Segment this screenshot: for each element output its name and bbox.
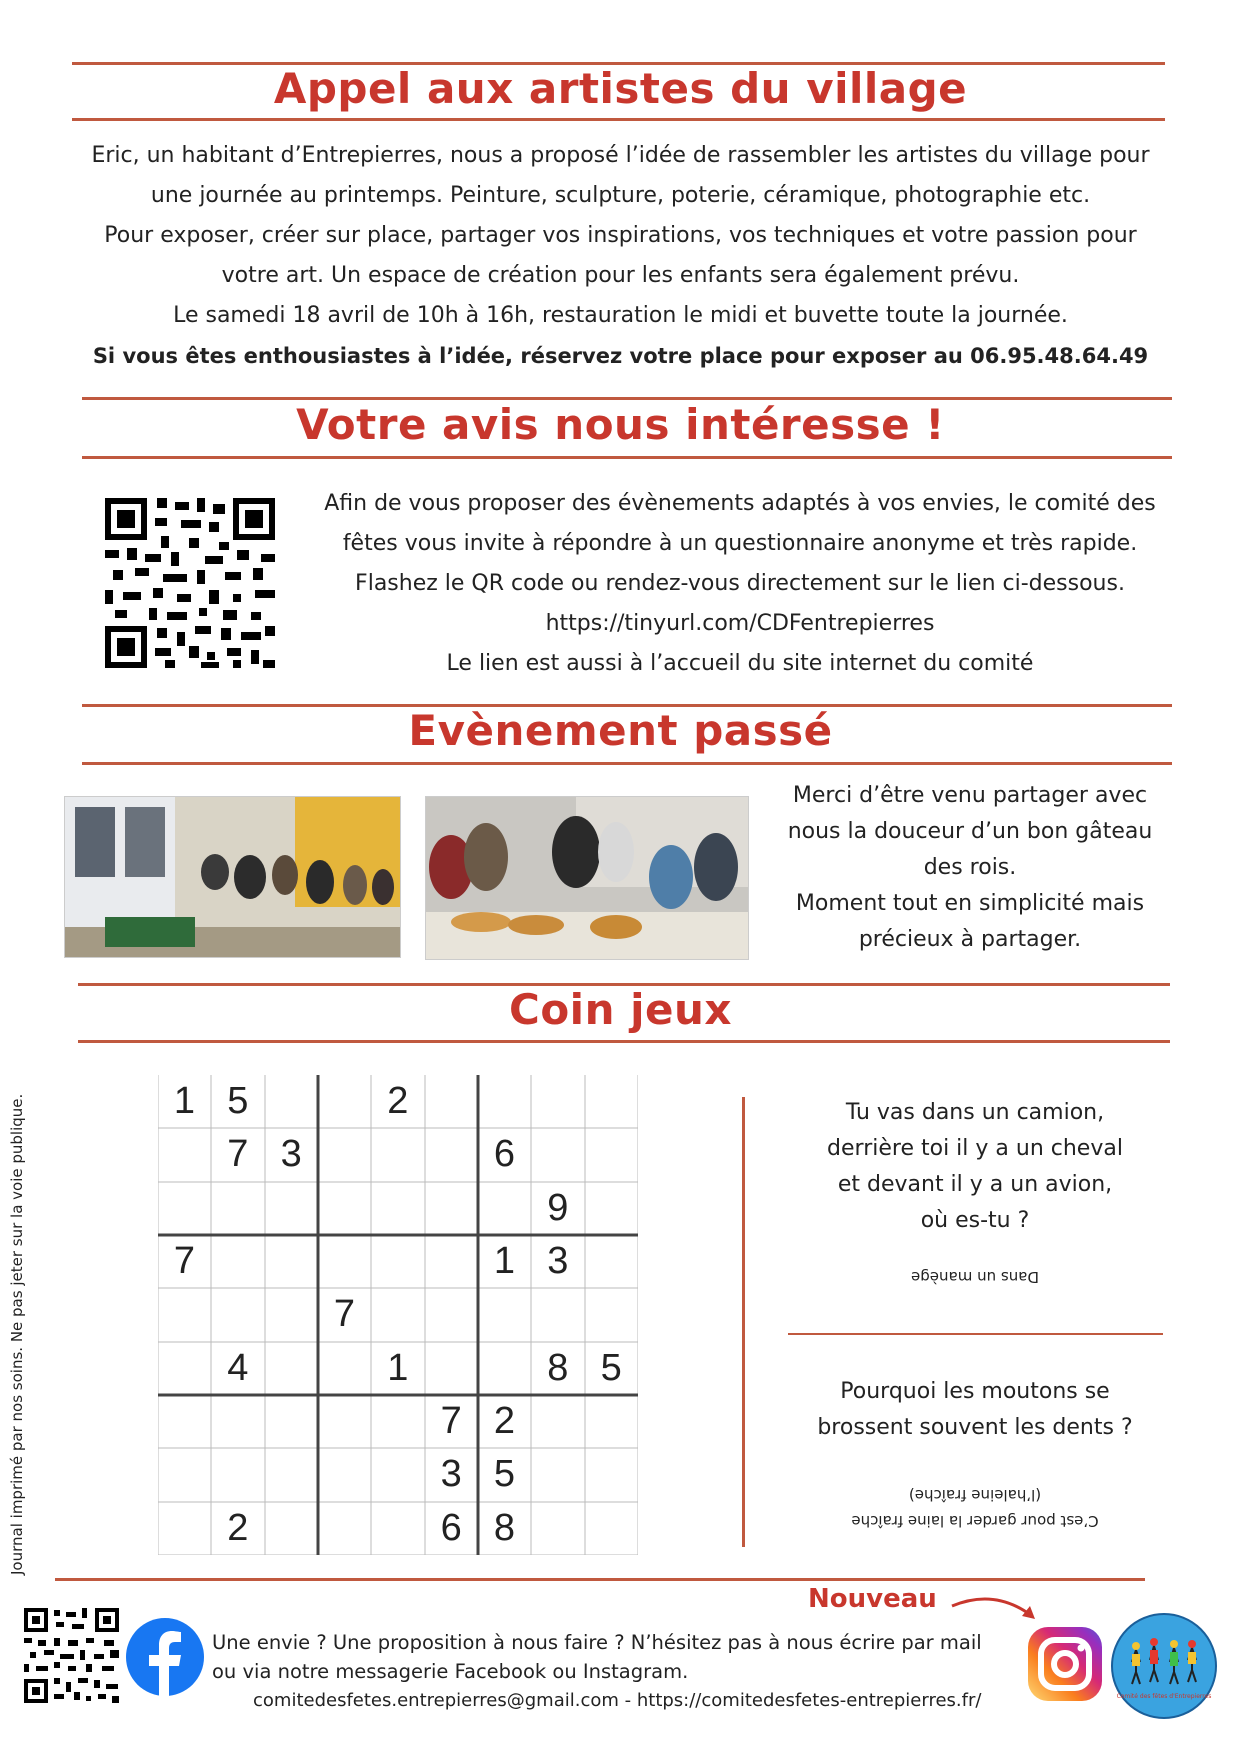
text-line: derrière toi il y a un cheval bbox=[827, 1136, 1123, 1161]
event-photo-2 bbox=[425, 796, 749, 960]
sudoku-cell: 4 bbox=[227, 1346, 249, 1389]
instagram-icon[interactable] bbox=[1026, 1625, 1104, 1703]
sudoku-cell: 3 bbox=[280, 1133, 302, 1176]
text-line: Moment tout en simplicité mais bbox=[795, 891, 1145, 916]
divider bbox=[78, 1040, 1170, 1043]
section-title-games: Coin jeux bbox=[509, 985, 732, 1034]
text-line: Afin de vous proposer des évènements adaptés à vos envies, le comité des bbox=[324, 491, 1156, 516]
section-title-survey: Votre avis nous intéresse ! bbox=[296, 400, 945, 449]
text-line: Le lien est aussi à l’accueil du site internet du comité bbox=[446, 651, 1034, 676]
print-notice: Journal imprimé par nos soins. Ne pas jeter sur la voie publique. bbox=[8, 1093, 26, 1575]
sudoku-cell: 7 bbox=[227, 1133, 249, 1176]
riddle-answer-upside-down bbox=[790, 1482, 1160, 1534]
footer-qr-code[interactable] bbox=[24, 1608, 119, 1703]
sudoku-cell: 1 bbox=[173, 1080, 196, 1122]
text-line: (l’haleine fraîche) bbox=[908, 1486, 1042, 1504]
sudoku-cell: 6 bbox=[440, 1506, 462, 1549]
riddle-camion bbox=[790, 1095, 1160, 1239]
sudoku-cell: 5 bbox=[227, 1080, 249, 1122]
text-line: des rois. bbox=[923, 855, 1017, 880]
divider bbox=[72, 118, 1165, 121]
sudoku-cell: 9 bbox=[547, 1186, 569, 1229]
text-line: Merci d’être venu partager avec bbox=[792, 783, 1148, 808]
sudoku-cell: 7 bbox=[173, 1240, 196, 1282]
sudoku-cell: 2 bbox=[387, 1080, 409, 1122]
divider bbox=[82, 762, 1172, 765]
committee-logo bbox=[1110, 1612, 1218, 1720]
logo-text: Comité des fêtes d'Entrepierres bbox=[1116, 1693, 1212, 1700]
text-line: Eric, un habitant d’Entrepierres, nous a proposé l’idée de rassembler les artistes du village pour bbox=[91, 143, 1150, 168]
reservation-phone-line: Si vous êtes enthousiastes à l’idée, réservez votre place pour exposer au 06.95.48.64.49 bbox=[92, 344, 1149, 368]
survey-link[interactable]: https://tinyurl.com/CDFentrepierres bbox=[545, 611, 935, 636]
sudoku-cell: 1 bbox=[387, 1346, 409, 1389]
divider bbox=[788, 1333, 1163, 1335]
text-line: où es-tu ? bbox=[920, 1208, 1030, 1233]
text-line: Le samedi 18 avril de 10h à 16h, restauration le midi et buvette toute la journée. bbox=[173, 303, 1068, 328]
sudoku-cell: 8 bbox=[547, 1346, 569, 1389]
divider bbox=[55, 1578, 1145, 1581]
sudoku-cell: 7 bbox=[333, 1293, 356, 1336]
sudoku-cell: 7 bbox=[440, 1400, 462, 1442]
text-line: fêtes vous invite à répondre à un questionnaire anonyme et très rapide. bbox=[342, 531, 1138, 556]
sudoku-cell: 2 bbox=[227, 1506, 249, 1549]
text-line: précieux à partager. bbox=[858, 927, 1082, 952]
section-title-artists: Appel aux artistes du village bbox=[273, 64, 968, 113]
survey-paragraph bbox=[300, 484, 1180, 684]
text-line: votre art. Un espace de création pour les enfants sera également prévu. bbox=[221, 263, 1020, 288]
riddle-answer-upside-down: Dans un manège bbox=[911, 1268, 1039, 1286]
sudoku-cell: 6 bbox=[493, 1133, 516, 1176]
sudoku-cell: 1 bbox=[493, 1240, 516, 1282]
sudoku-cell: 5 bbox=[493, 1453, 516, 1496]
facebook-icon[interactable] bbox=[126, 1618, 204, 1696]
footer-message bbox=[212, 1628, 982, 1686]
text-line: Pour exposer, créer sur place, partager vos inspirations, vos techniques et votre passion pour bbox=[104, 223, 1137, 248]
divider-vertical bbox=[742, 1097, 745, 1547]
survey-qr-code[interactable] bbox=[105, 498, 275, 668]
event-photo-1 bbox=[64, 796, 401, 958]
sudoku-grid bbox=[158, 1075, 638, 1555]
footer-contact[interactable]: comitedesfetes.entrepierres@gmail.com - https://comitedesfetes-entrepierres.fr/ bbox=[253, 1690, 982, 1711]
text-line: Une envie ? Une proposition à nous faire ? N’hésitez pas à nous écrire par mail bbox=[212, 1631, 982, 1654]
divider bbox=[82, 456, 1172, 459]
sudoku-cell: 3 bbox=[547, 1240, 569, 1282]
artists-paragraph bbox=[40, 136, 1201, 376]
sudoku-cell: 8 bbox=[493, 1506, 516, 1549]
text-line: Tu vas dans un camion, bbox=[845, 1100, 1105, 1125]
section-title-past-event: Evènement passé bbox=[408, 706, 833, 755]
new-label: Nouveau bbox=[808, 1584, 937, 1614]
sudoku-cell: 2 bbox=[493, 1400, 516, 1442]
text-line: nous la douceur d’un bon gâteau bbox=[787, 819, 1153, 844]
past-event-paragraph bbox=[760, 778, 1180, 958]
text-line: ou via notre messagerie Facebook ou Instagram. bbox=[212, 1660, 689, 1683]
text-line: C’est pour garder la laine fraîche bbox=[851, 1512, 1099, 1530]
sudoku-cell: 3 bbox=[440, 1453, 462, 1496]
text-line: Flashez le QR code ou rendez-vous directement sur le lien ci-dessous. bbox=[355, 571, 1125, 596]
arrow-icon bbox=[950, 1586, 1045, 1624]
text-line: brossent souvent les dents ? bbox=[817, 1415, 1133, 1440]
text-line: une journée au printemps. Peinture, sculpture, poterie, céramique, photographie etc. bbox=[150, 183, 1091, 208]
riddle-moutons bbox=[790, 1374, 1160, 1446]
text-line: Pourquoi les moutons se bbox=[840, 1379, 1110, 1404]
text-line: et devant il y a un avion, bbox=[837, 1172, 1113, 1197]
sudoku-cell: 5 bbox=[600, 1346, 622, 1389]
